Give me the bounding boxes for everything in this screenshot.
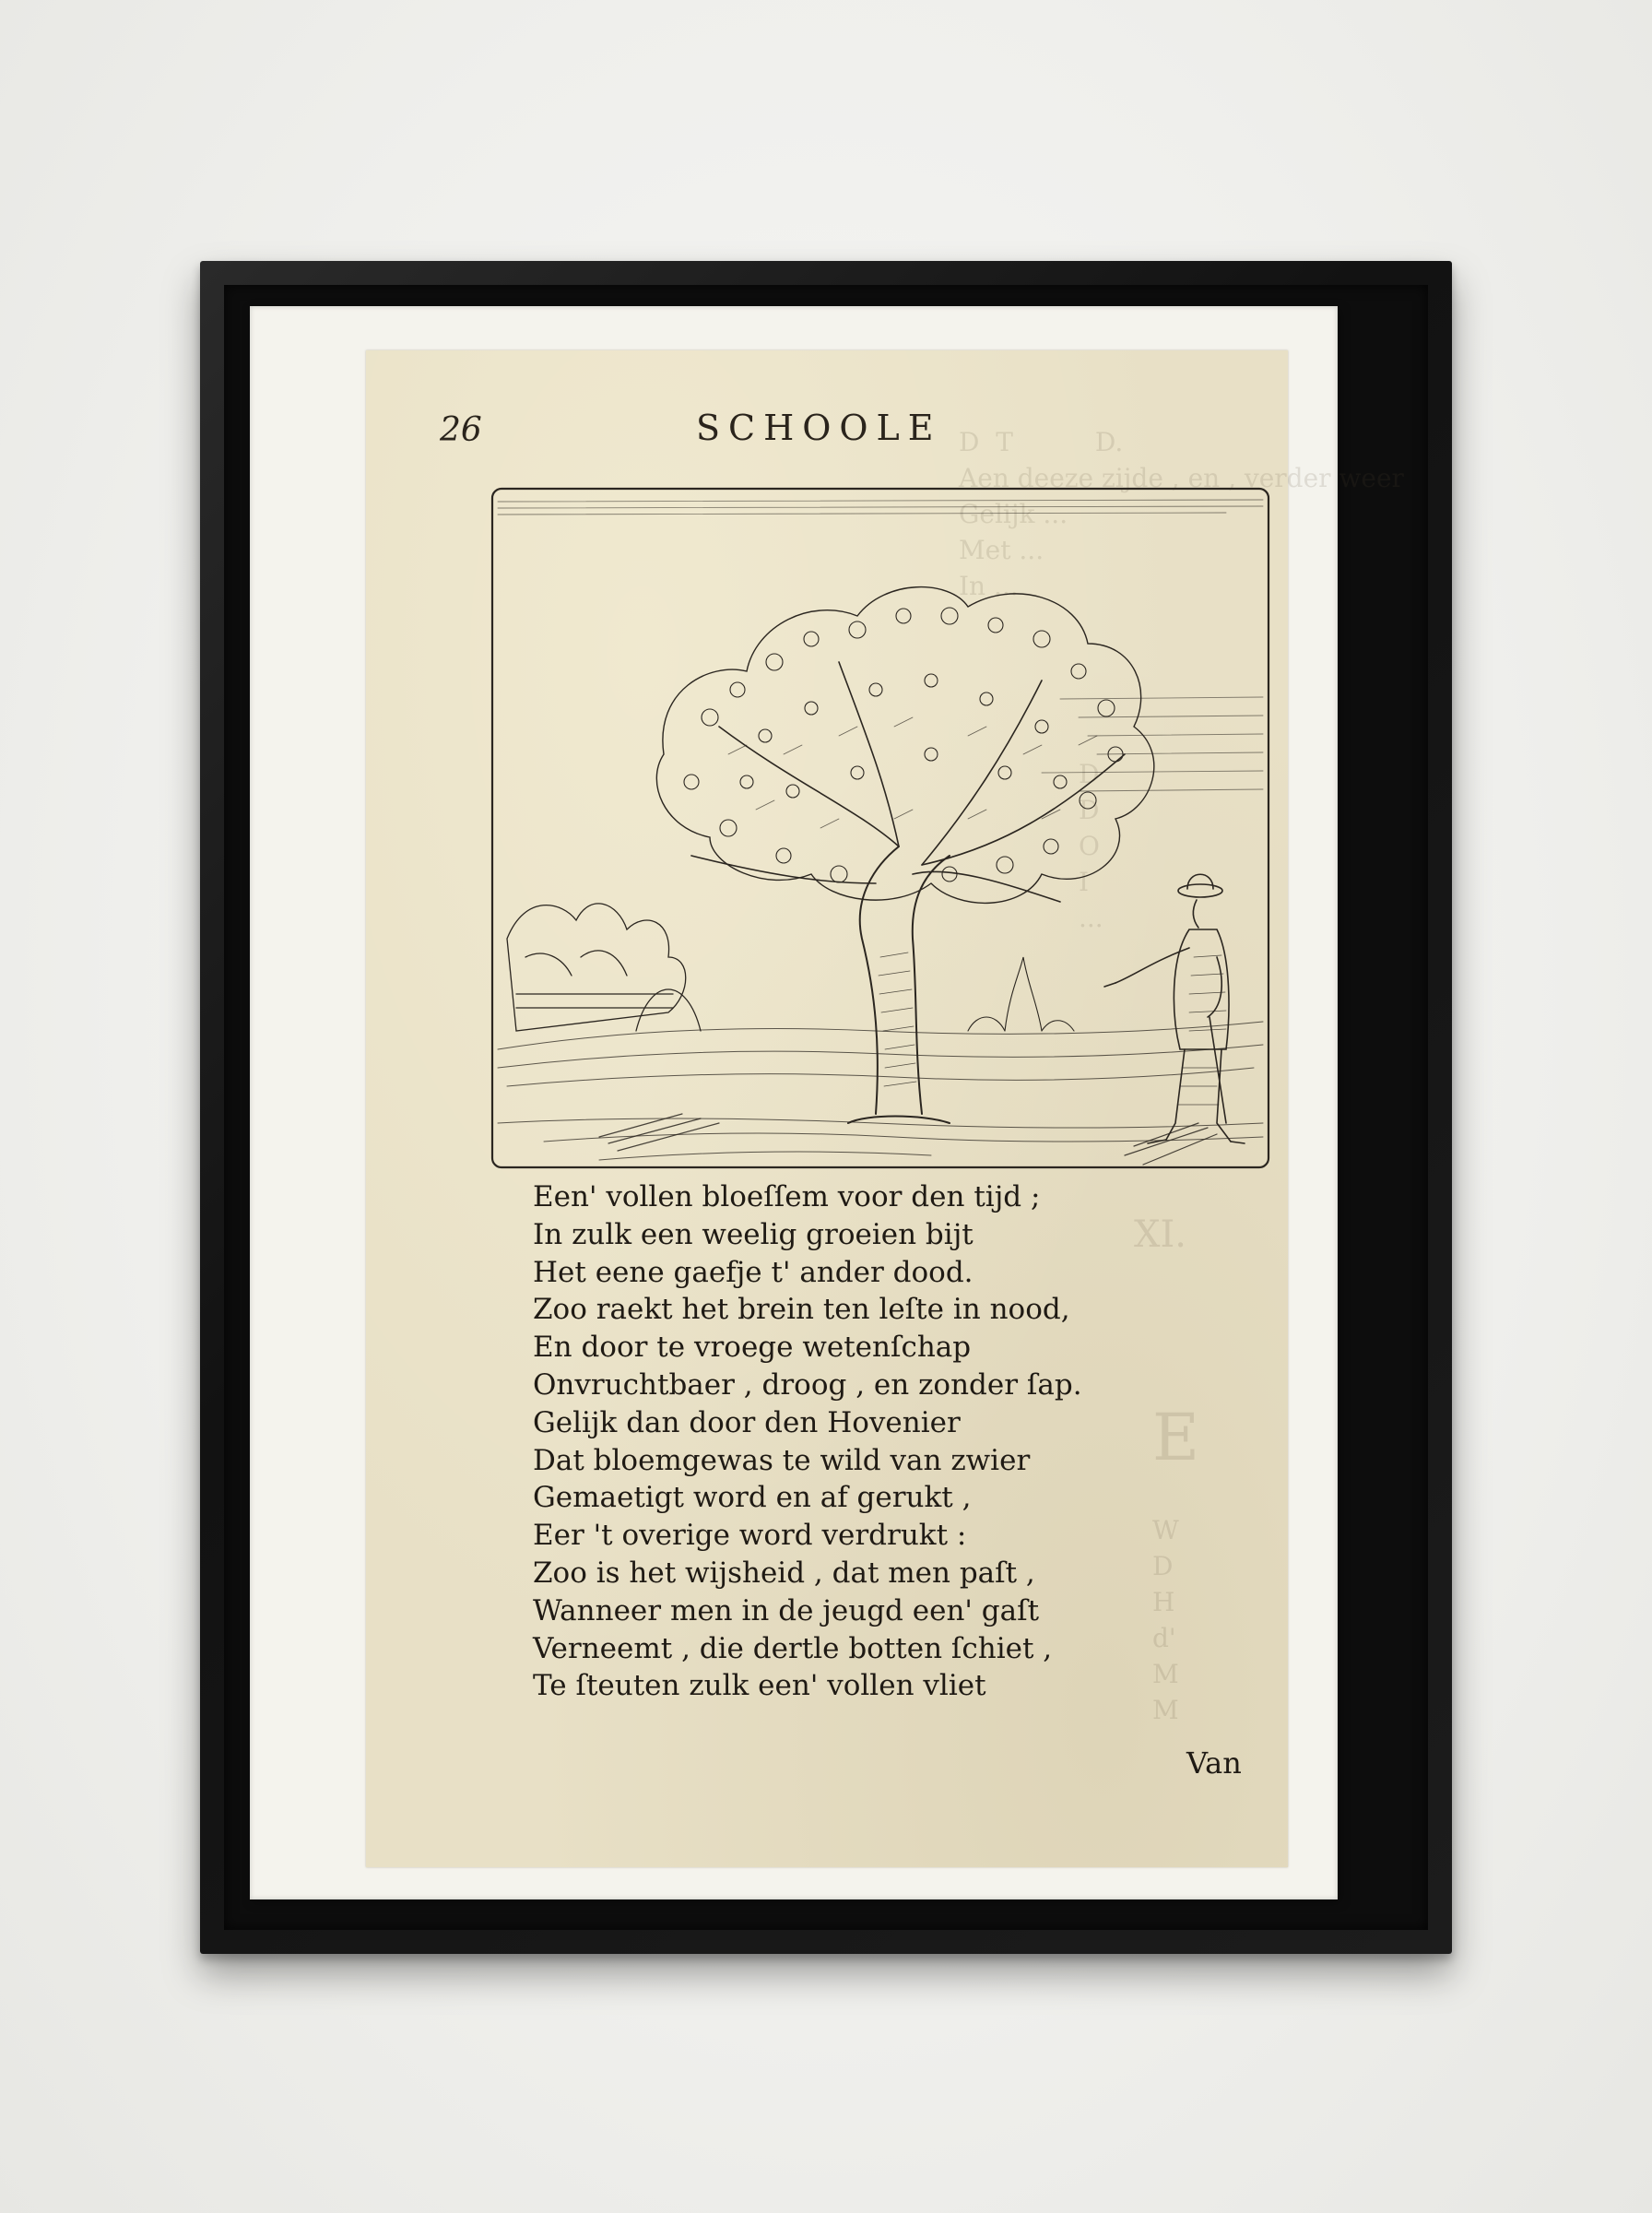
poem-line: Te ſteuten zulk een' vollen vliet: [533, 1669, 986, 1703]
poem-line: Gemaetigt word en af gerukt ,: [533, 1481, 972, 1515]
show-through-text: D T D. Aen deeze zijde , en , verder weer Gelijk ... Met ... In ...: [959, 427, 1404, 601]
poem-line: Verneemt , die dertle botten ſchiet ,: [533, 1631, 1053, 1665]
poem-line: Onvruchtbaer , droog , en zonder ſap.: [533, 1367, 1082, 1402]
page-number: 26: [440, 411, 482, 449]
show-through-text: D D O I ...: [1079, 759, 1103, 933]
poem-line: Zoo raekt het brein ten leſte in nood,: [533, 1293, 1070, 1327]
show-through-text: XI.: [1134, 1213, 1186, 1256]
poem-line: Een' vollen bloeſſem voor den tijd ;: [533, 1180, 1041, 1213]
show-through-text: W D H d' M M: [1152, 1515, 1179, 1725]
poem-line: Wanneer men in de jeugd een' gaſt: [533, 1593, 1040, 1627]
running-head: SCHOOLE: [696, 408, 942, 448]
poem-line: Zoo is het wijsheid , dat men paſt ,: [533, 1556, 1035, 1590]
poem-line: Dat bloemgewas te wild van zwier: [533, 1443, 1031, 1477]
catchword: Van: [1186, 1746, 1242, 1781]
poem-line: Gelijk dan door den Hovenier: [533, 1405, 961, 1439]
engraving-border: [492, 489, 1268, 1167]
show-through-text: E: [1152, 1400, 1200, 1475]
engraving-illustration: [489, 478, 1272, 1174]
poem-line: In zulk een weelig groeien bijt: [533, 1217, 974, 1251]
poem-text: [533, 1178, 1233, 1705]
poem-line: Het eene gaefje t' ander dood.: [533, 1255, 974, 1289]
poem-line: En door te vroege wetenſchap: [533, 1331, 972, 1365]
poem-line: Eer 't overige word verdrukt :: [533, 1519, 967, 1553]
